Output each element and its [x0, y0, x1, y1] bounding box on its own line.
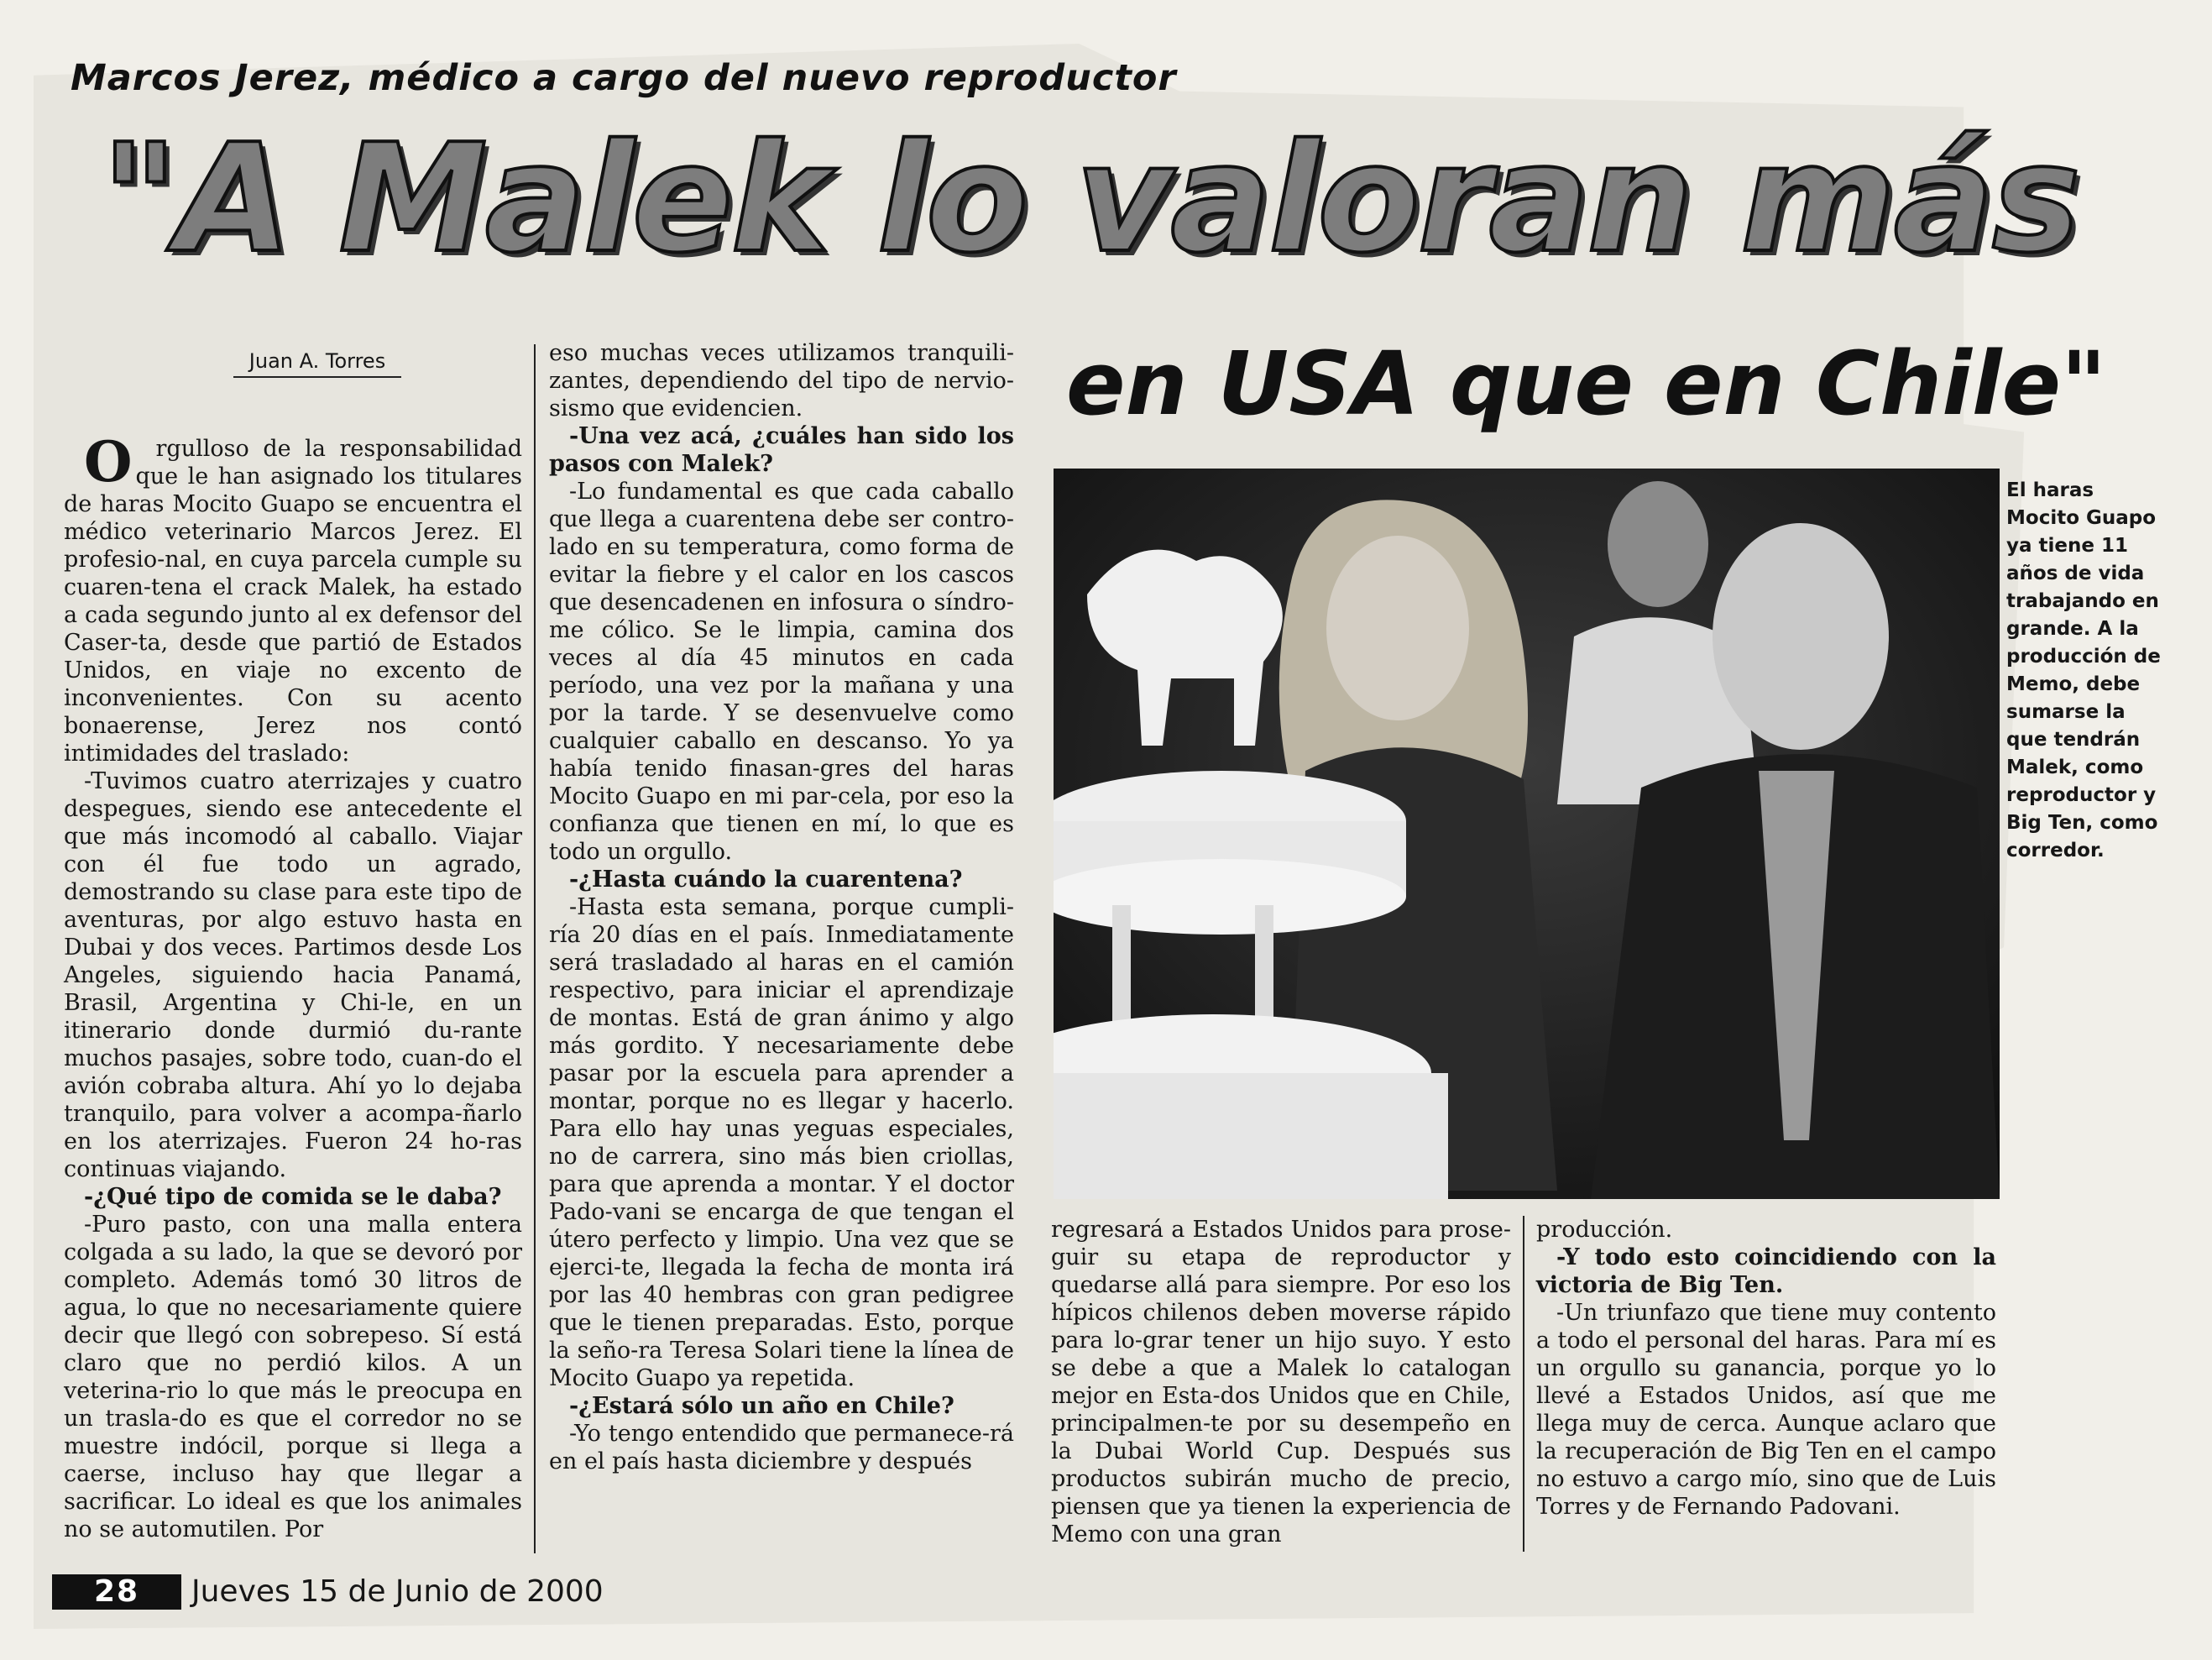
interview-question: -¿Estará sólo un año en Chile?: [569, 1393, 954, 1419]
byline: Juan A. Torres: [233, 349, 401, 378]
headline-line1: "A Malek lo valoran más: [101, 112, 2079, 285]
body-paragraph: -Lo fundamental es que cada caballo que llega a cuarentena debe ser contro-lado en su temperatura, como forma de evitar la fiebre y el calor en los cascos que desencadenen en infosura o síndro-me cólico. Se le limpia, camina dos veces al día 45 minutos en cada período, una vez por la mañana y una por la tarde. Y se desenvuelve como cualquier caballo en descanso. Yo ya había tenido finasan-gres del haras Mocito Guapo en mi par-cela, por eso la confianza que tienen en mí, lo que es todo un orgullo.: [549, 479, 1014, 865]
drop-cap: O: [84, 429, 133, 495]
body-paragraph: -Tuvimos cuatro aterrizajes y cuatro despegues, siendo ese antecedente el que más incomodó al caballo. Viajar con él fue todo un agrado, demostrando su clase para este tipo de aventuras, por algo estuvo hasta en Dubai y dos veces. Partimos desde Los Angeles, siguiendo hacia Panamá, Brasil, Argentina y Chi-le, en un itinerario donde durmió du-rante muchos pasajes, sobre todo, cuan-do el avión cobraba altura. Ahí yo lo dejaba tranquilo, para volver a acompa-ñarlo en los aterrizajes. Fueron 24 ho-ras continuas viajando.: [64, 768, 522, 1182]
interview-question: -¿Qué tipo de comida se le daba?: [84, 1184, 502, 1210]
interview-question: -Y todo esto coincidiendo con la victoria de Big Ten.: [1536, 1244, 1996, 1298]
kicker: Marcos Jerez, médico a cargo del nuevo reproductor: [71, 57, 1177, 99]
headline-line2: en USA que en Chile": [1066, 333, 2107, 435]
body-paragraph: -Puro pasto, con una malla entera colgada a su lado, la que se devoró por completo. Además tomó 30 litros de agua, lo que no necesariamente quiere decir que llegó con sobrepeso. Sí está claro que no perdió kilos. A un veterina-rio lo que más le preocupa en un trasla-do es que el corredor no se muestre indócil, porque si llega a caerse, incluso hay que llegar a sacrificar. Lo ideal es que los animales no se automutilen. Por: [64, 1212, 522, 1542]
body-paragraph: -Yo tengo entendido que permanece-rá en el país hasta diciembre y después: [549, 1421, 1014, 1474]
body-paragraph: eso muchas veces utilizamos tranquili-zantes, dependiendo del tipo de nervio-sismo que evidencien.: [549, 340, 1014, 422]
lead-text: rgulloso de la responsabilidad que le han asignado los titulares de haras Mocito Guapo se encuentra el médico veterinario Marcos Jerez. El profesio-nal, en cuya parcela cumple su cuaren-tena el crack Malek, ha estado a cada segundo junto al ex defensor del Caser-ta, desde que partió de Estados Unidos, en viaje no excento de inconvenientes. Con su acento bonaerense, Jerez nos contó intimidades del traslado:: [64, 436, 522, 767]
column-4: [1536, 1216, 1996, 1521]
interview-question: -Una vez acá, ¿cuáles han sido los pasos con Malek?: [549, 423, 1014, 477]
interview-question: -¿Hasta cuándo la cuarentena?: [569, 867, 963, 893]
photo-caption: El haras Mocito Guapo ya tiene 11 años de vida trabajando en grande. A la producción de Memo, debe sumarse la que tendrán Malek, como reproductor y Big Ten, como corredor.: [2006, 479, 2161, 861]
column-rule: [534, 344, 536, 1553]
photo-illustration: [1054, 469, 2000, 1199]
body-paragraph: producción.: [1536, 1217, 1673, 1243]
column-1: [64, 429, 522, 1543]
body-paragraph: -Hasta esta semana, porque cumpli-ría 20 días en el país. Inmediatamente será trasladado al haras en el camión respectivo, para iniciar el aprendizaje de montas. Está de gran ánimo y algo más gordito. Y necesariamente debe pasar por la escuela para aprender a montar, porque no es llegar y hacerlo. Para ello hay unas yeguas especiales, no de carrera, sino más bien criollas, para que aprenda a montar. Y el doctor Pado-vani se encarga de que tengan el útero perfecto y limpio. Una vez que se ejerci-te, llegada la fecha de monta irá por las 40 hembras con gran pedigree que le tienen preparadas. Esto, porque la seño-ra Teresa Solari tiene la línea de Mocito Guapo ya repetida.: [549, 894, 1014, 1391]
page-number: 28: [52, 1574, 181, 1610]
event-photo: [1054, 469, 2000, 1199]
column-3: [1051, 1216, 1511, 1548]
body-paragraph: regresará a Estados Unidos para prose-guir su etapa de reproductor y quedarse allá para siempre. Por eso los hípicos chilenos deben moverse rápido para lo-grar tener un hijo suyo. Y esto se debe a que a Malek lo catalogan mejor en Esta-dos Unidos que en Chile, principalmen-te por su desempeño en la Dubai World Cup. Después sus productos subirán mucho de precio, piensen que ya tienen la experiencia de Memo con una gran: [1051, 1217, 1511, 1547]
body-paragraph: [64, 429, 522, 767]
body-paragraph: -Un triunfazo que tiene muy contento a todo el personal del haras. Para mí es un orgullo su ganancia, porque yo lo llevé a Estados Unidos, así que me llega muy de cerca. Aunque aclaro que la recuperación de Big Ten en el campo no estuvo a cargo mío, sino que de Luis Torres y de Fernando Padovani.: [1536, 1300, 1996, 1520]
column-rule: [1523, 1216, 1524, 1552]
issue-date: Jueves 15 de Junio de 2000: [191, 1574, 604, 1609]
column-2: [549, 339, 1014, 1475]
